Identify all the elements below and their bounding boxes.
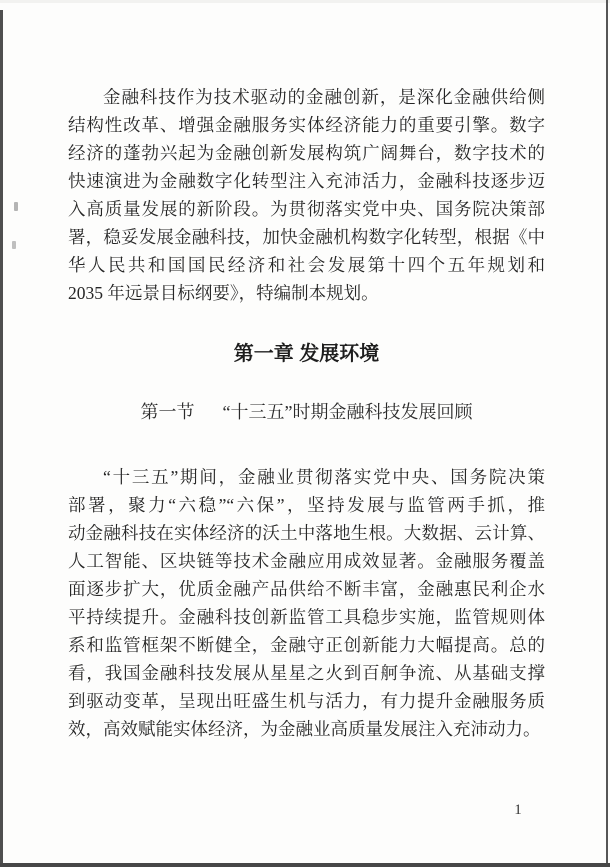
paragraph-line: 入高质量发展的新阶段。为贯彻落实党中央、国务院决策部	[68, 199, 545, 219]
paragraph-line: 金融科技作为技术驱动的金融创新，是深化金融供给侧	[103, 87, 545, 107]
section-heading	[68, 398, 545, 426]
scan-edge-left	[0, 10, 3, 867]
scan-edge-right	[606, 0, 608, 867]
paragraph-line: 经济的蓬勃兴起为金融创新发展构筑广阔舞台，数字技术的	[68, 143, 545, 163]
section-heading-number: 第一节	[140, 402, 195, 422]
paragraph-line: 系和监管框架不断健全，金融守正创新能力大幅提高。总的	[68, 635, 545, 655]
scan-speckle	[12, 241, 16, 249]
paragraph-line: 平持续提升。金融科技创新监管工具稳步实施，监管规则体	[68, 607, 545, 627]
page-number: 1	[514, 802, 522, 818]
section-heading-title: “十三五”时期金融科技发展回顾	[222, 402, 473, 422]
scan-speckle	[14, 202, 18, 211]
paragraph-line: 2035 年远景目标纲要》，特编制本规划。	[68, 283, 379, 303]
paragraph-line: “十三五”期间，金融业贯彻落实党中央、国务院决策	[103, 467, 545, 487]
body-paragraph-1	[68, 83, 545, 307]
paragraph-line: 部署，聚力“六稳”“六保”，坚持发展与监管两手抓，推	[68, 495, 545, 515]
paragraph-line: 华人民共和国国民经济和社会发展第十四个五年规划和	[68, 255, 545, 275]
paragraph-line: 到驱动变革，呈现出旺盛生机与活力，有力提升金融服务质	[68, 691, 545, 711]
scan-edge-top	[0, 0, 610, 3]
paragraph-line: 快速演进为金融数字化转型注入充沛活力，金融科技逐步迈	[68, 171, 545, 191]
paragraph-line: 动金融科技在实体经济的沃土中落地生根。大数据、云计算、	[68, 523, 545, 543]
paragraph-line: 效，高效赋能实体经济，为金融业高质量发展注入充沛动力。	[68, 719, 541, 739]
paragraph-line: 结构性改革、增强金融服务实体经济能力的重要引擎。数字	[68, 115, 545, 135]
paragraph-line: 面逐步扩大，优质金融产品供给不断丰富，金融惠民利企水	[68, 579, 545, 599]
chapter-heading: 第一章 发展环境	[233, 343, 380, 365]
scan-edge-bottom	[0, 863, 610, 867]
body-paragraph-2	[68, 463, 545, 743]
paragraph-line: 看，我国金融科技发展从星星之火到百舸争流、从基础支撑	[68, 663, 545, 683]
paragraph-line: 署，稳妥发展金融科技，加快金融机构数字化转型，根据《中	[68, 227, 545, 247]
paragraph-line: 人工智能、区块链等技术金融应用成效显著。金融服务覆盖	[68, 551, 545, 571]
